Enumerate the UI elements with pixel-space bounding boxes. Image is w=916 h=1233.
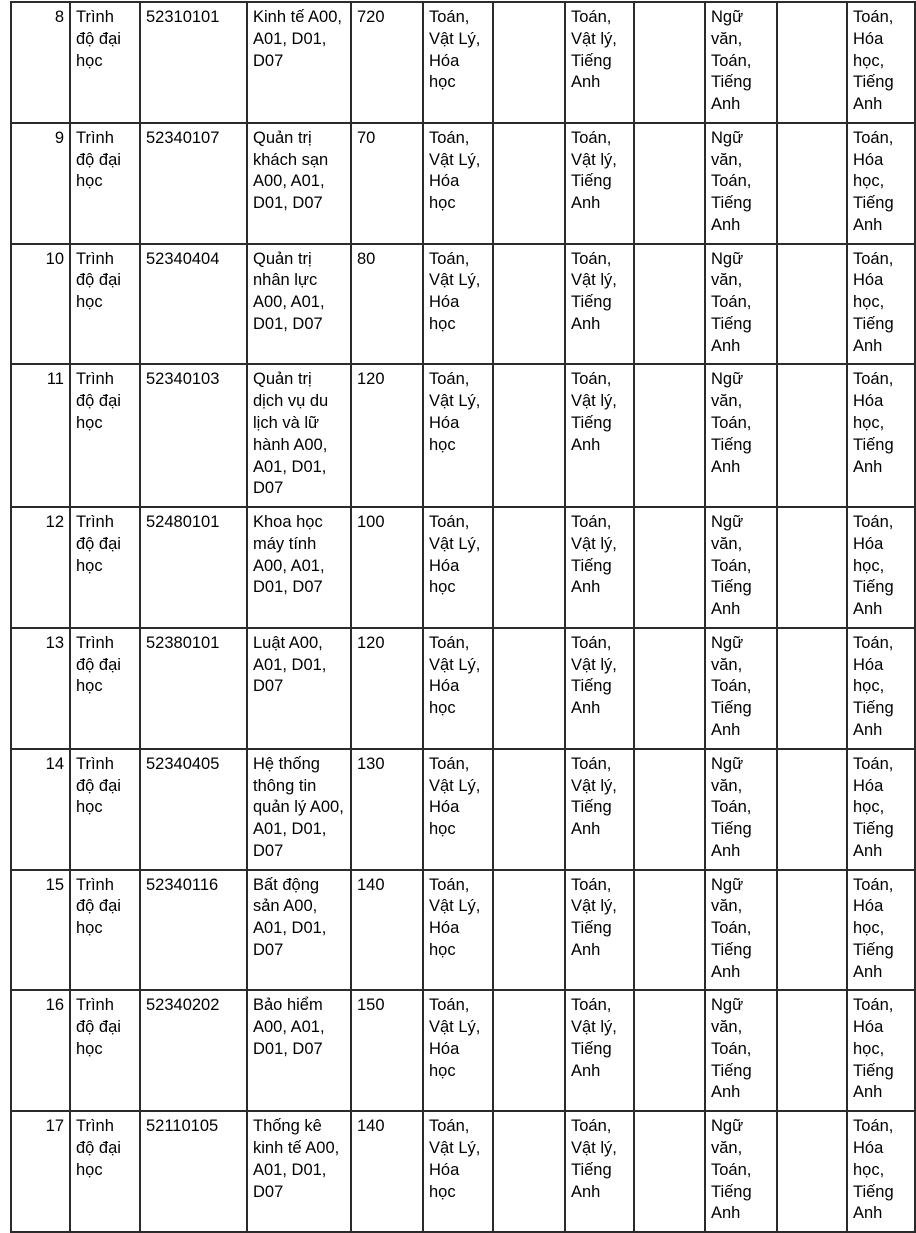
table-cell-spacer (493, 1111, 565, 1232)
table-cell-spacer (493, 244, 565, 365)
table-cell-subject-combination-3: Ngữ văn, Toán, Tiếng Anh (705, 628, 777, 749)
table-cell-spacer (493, 870, 565, 991)
table-cell-subject-combination-4: Toán, Hóa học, Tiếng Anh (847, 364, 915, 507)
table-cell-training-level: Trình độ đại học (70, 244, 140, 365)
table-row (11, 870, 915, 991)
table-row (11, 628, 915, 749)
table-cell-spacer (777, 364, 847, 507)
table-cell-row-number: 9 (11, 123, 70, 244)
table-cell-major-name-and-admission-blocks: Hệ thống thông tin quản lý A00, A01, D01, D07 (247, 749, 351, 870)
table-row (11, 507, 915, 628)
table-cell-subject-combination-4: Toán, Hóa học, Tiếng Anh (847, 1111, 915, 1232)
table-cell-spacer (777, 1111, 847, 1232)
table-cell-quota: 140 (351, 1111, 423, 1232)
table-cell-subject-combination-3: Ngữ văn, Toán, Tiếng Anh (705, 123, 777, 244)
table-cell-training-level: Trình độ đại học (70, 990, 140, 1111)
table-cell-row-number: 14 (11, 749, 70, 870)
table-cell-subject-combination-1: Toán, Vật Lý, Hóa học (423, 870, 493, 991)
table-cell-spacer (777, 870, 847, 991)
table-cell-quota: 720 (351, 2, 423, 123)
table-cell-subject-combination-1: Toán, Vật Lý, Hóa học (423, 364, 493, 507)
table-cell-major-code: 52480101 (140, 507, 247, 628)
table-cell-spacer (634, 990, 705, 1111)
table-row (11, 244, 915, 365)
table-cell-row-number: 16 (11, 990, 70, 1111)
table-cell-subject-combination-2: Toán, Vật lý, Tiếng Anh (565, 364, 634, 507)
table-cell-subject-combination-1: Toán, Vật Lý, Hóa học (423, 244, 493, 365)
table-cell-major-code: 52340404 (140, 244, 247, 365)
table-cell-quota: 70 (351, 123, 423, 244)
table-cell-spacer (634, 749, 705, 870)
table-cell-subject-combination-1: Toán, Vật Lý, Hóa học (423, 990, 493, 1111)
table-cell-major-code: 52380101 (140, 628, 247, 749)
table-cell-spacer (777, 628, 847, 749)
table-cell-subject-combination-4: Toán, Hóa học, Tiếng Anh (847, 2, 915, 123)
table-cell-row-number: 13 (11, 628, 70, 749)
table-cell-subject-combination-3: Ngữ văn, Toán, Tiếng Anh (705, 507, 777, 628)
table-cell-subject-combination-3: Ngữ văn, Toán, Tiếng Anh (705, 1111, 777, 1232)
table-cell-subject-combination-4: Toán, Hóa học, Tiếng Anh (847, 244, 915, 365)
table-cell-spacer (493, 364, 565, 507)
table-cell-row-number: 8 (11, 2, 70, 123)
table-cell-major-code: 52340107 (140, 123, 247, 244)
table-cell-subject-combination-2: Toán, Vật lý, Tiếng Anh (565, 1111, 634, 1232)
table-cell-subject-combination-4: Toán, Hóa học, Tiếng Anh (847, 123, 915, 244)
table-cell-major-code: 52340116 (140, 870, 247, 991)
table-cell-subject-combination-2: Toán, Vật lý, Tiếng Anh (565, 870, 634, 991)
table-cell-quota: 120 (351, 628, 423, 749)
table-cell-subject-combination-1: Toán, Vật Lý, Hóa học (423, 749, 493, 870)
table-cell-spacer (493, 749, 565, 870)
table-cell-quota: 120 (351, 364, 423, 507)
table-cell-row-number: 15 (11, 870, 70, 991)
table-cell-spacer (493, 123, 565, 244)
table-cell-spacer (493, 990, 565, 1111)
table-cell-subject-combination-3: Ngữ văn, Toán, Tiếng Anh (705, 749, 777, 870)
table-cell-subject-combination-2: Toán, Vật lý, Tiếng Anh (565, 628, 634, 749)
table-cell-major-name-and-admission-blocks: Khoa học máy tính A00, A01, D01, D07 (247, 507, 351, 628)
table-cell-training-level: Trình độ đại học (70, 364, 140, 507)
table-cell-major-name-and-admission-blocks: Quản trị dịch vụ du lịch và lữ hành A00, A01, D01, D07 (247, 364, 351, 507)
table-cell-training-level: Trình độ đại học (70, 628, 140, 749)
table-cell-major-code: 52110105 (140, 1111, 247, 1232)
table-cell-subject-combination-3: Ngữ văn, Toán, Tiếng Anh (705, 364, 777, 507)
table-cell-subject-combination-4: Toán, Hóa học, Tiếng Anh (847, 507, 915, 628)
table-cell-row-number: 10 (11, 244, 70, 365)
table-cell-major-name-and-admission-blocks: Bảo hiểm A00, A01, D01, D07 (247, 990, 351, 1111)
table-cell-spacer (777, 2, 847, 123)
table-cell-quota: 150 (351, 990, 423, 1111)
table-cell-spacer (634, 244, 705, 365)
table-cell-subject-combination-2: Toán, Vật lý, Tiếng Anh (565, 2, 634, 123)
table-cell-row-number: 11 (11, 364, 70, 507)
table-cell-quota: 140 (351, 870, 423, 991)
table-cell-spacer (777, 990, 847, 1111)
table-cell-row-number: 17 (11, 1111, 70, 1232)
table-cell-spacer (777, 244, 847, 365)
table-row (11, 123, 915, 244)
table-cell-spacer (777, 123, 847, 244)
table-cell-training-level: Trình độ đại học (70, 1111, 140, 1232)
table-cell-subject-combination-1: Toán, Vật Lý, Hóa học (423, 628, 493, 749)
table-cell-subject-combination-2: Toán, Vật lý, Tiếng Anh (565, 123, 634, 244)
table-cell-subject-combination-1: Toán, Vật Lý, Hóa học (423, 2, 493, 123)
table-cell-subject-combination-2: Toán, Vật lý, Tiếng Anh (565, 244, 634, 365)
table-cell-spacer (493, 628, 565, 749)
table-cell-subject-combination-4: Toán, Hóa học, Tiếng Anh (847, 628, 915, 749)
table-cell-spacer (493, 507, 565, 628)
table-cell-spacer (634, 1111, 705, 1232)
table-cell-subject-combination-4: Toán, Hóa học, Tiếng Anh (847, 990, 915, 1111)
table-cell-major-name-and-admission-blocks: Quản trị khách sạn A00, A01, D01, D07 (247, 123, 351, 244)
table-cell-spacer (634, 507, 705, 628)
table-cell-training-level: Trình độ đại học (70, 749, 140, 870)
table-cell-major-code: 52340103 (140, 364, 247, 507)
table-cell-spacer (777, 507, 847, 628)
table-cell-major-name-and-admission-blocks: Bất động sản A00, A01, D01, D07 (247, 870, 351, 991)
table-cell-major-code: 52340202 (140, 990, 247, 1111)
table-cell-training-level: Trình độ đại học (70, 2, 140, 123)
table-cell-spacer (634, 123, 705, 244)
table-cell-major-code: 52310101 (140, 2, 247, 123)
table-row (11, 749, 915, 870)
table-row (11, 2, 915, 123)
table-cell-quota: 80 (351, 244, 423, 365)
table-cell-spacer (634, 628, 705, 749)
table-cell-subject-combination-2: Toán, Vật lý, Tiếng Anh (565, 507, 634, 628)
table-cell-subject-combination-3: Ngữ văn, Toán, Tiếng Anh (705, 2, 777, 123)
table-cell-spacer (777, 749, 847, 870)
table-cell-subject-combination-3: Ngữ văn, Toán, Tiếng Anh (705, 990, 777, 1111)
table-cell-subject-combination-2: Toán, Vật lý, Tiếng Anh (565, 749, 634, 870)
table-cell-spacer (634, 364, 705, 507)
table-cell-quota: 130 (351, 749, 423, 870)
table-row (11, 364, 915, 507)
table-cell-subject-combination-1: Toán, Vật Lý, Hóa học (423, 123, 493, 244)
table-cell-major-code: 52340405 (140, 749, 247, 870)
table-cell-training-level: Trình độ đại học (70, 123, 140, 244)
table-row (11, 1111, 915, 1232)
table-cell-subject-combination-1: Toán, Vật Lý, Hóa học (423, 507, 493, 628)
table-cell-training-level: Trình độ đại học (70, 870, 140, 991)
table-cell-major-name-and-admission-blocks: Kinh tế A00, A01, D01, D07 (247, 2, 351, 123)
table-cell-training-level: Trình độ đại học (70, 507, 140, 628)
table-cell-subject-combination-4: Toán, Hóa học, Tiếng Anh (847, 749, 915, 870)
table-cell-subject-combination-3: Ngữ văn, Toán, Tiếng Anh (705, 244, 777, 365)
table-cell-major-name-and-admission-blocks: Luật A00, A01, D01, D07 (247, 628, 351, 749)
table-cell-subject-combination-1: Toán, Vật Lý, Hóa học (423, 1111, 493, 1232)
table-cell-spacer (493, 2, 565, 123)
table-cell-spacer (634, 870, 705, 991)
table-cell-spacer (634, 2, 705, 123)
table-row (11, 990, 915, 1111)
table-cell-major-name-and-admission-blocks: Quản trị nhân lực A00, A01, D01, D07 (247, 244, 351, 365)
table-cell-major-name-and-admission-blocks: Thống kê kinh tế A00, A01, D01, D07 (247, 1111, 351, 1232)
table-cell-quota: 100 (351, 507, 423, 628)
table-cell-subject-combination-4: Toán, Hóa học, Tiếng Anh (847, 870, 915, 991)
table-cell-row-number: 12 (11, 507, 70, 628)
table-cell-subject-combination-3: Ngữ văn, Toán, Tiếng Anh (705, 870, 777, 991)
table-cell-subject-combination-2: Toán, Vật lý, Tiếng Anh (565, 990, 634, 1111)
admission-quota-table (10, 1, 916, 1233)
